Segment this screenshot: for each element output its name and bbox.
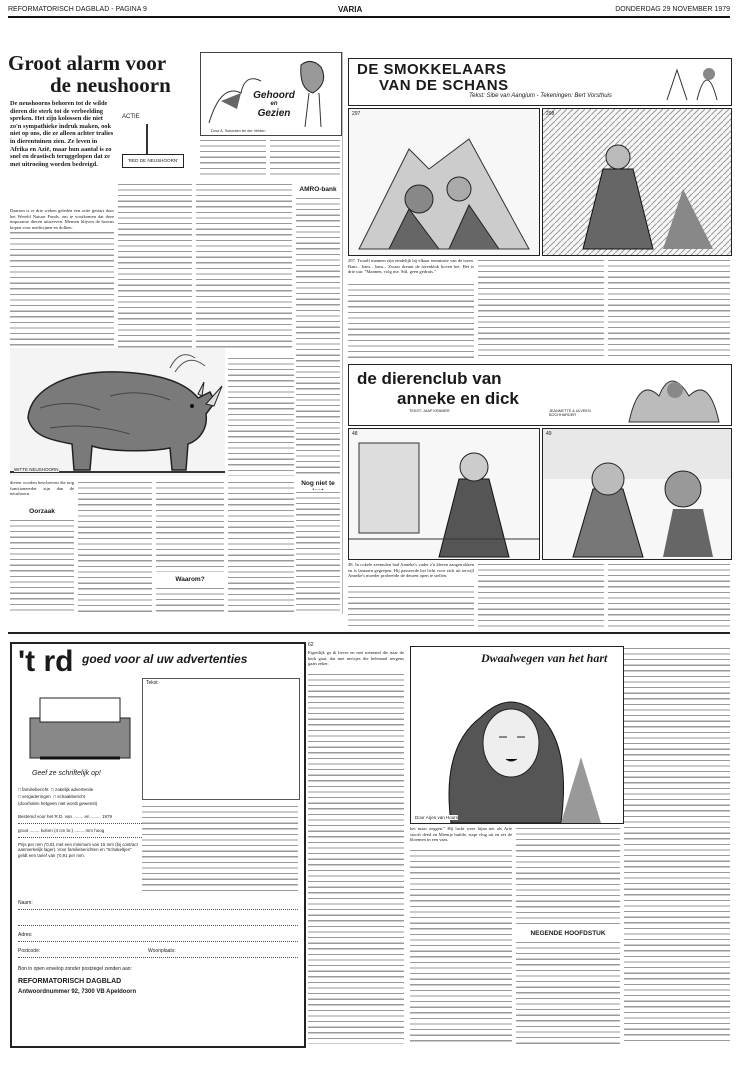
smokkelaars-credits: Tekst: Sibe van Aangium - Tekeningen: Bert Vorsthuis <box>469 93 612 99</box>
actie-sign: 'RED DE NEUSHOORN' <box>122 154 184 168</box>
smokkelaars-header <box>348 58 732 106</box>
panel-number-49: 49 <box>546 431 552 437</box>
dierenclub-column-3 <box>608 562 730 628</box>
neushoorn-column-9 <box>228 480 294 614</box>
dierenclub-title-2: anneke en dick <box>397 389 519 408</box>
check-schaakbericht[interactable]: □ schaakbericht <box>53 794 85 799</box>
naam-field[interactable]: Naam: <box>18 900 298 910</box>
serial-column-4 <box>624 646 730 1044</box>
gehoord-title-1: Gehoord <box>253 90 295 101</box>
dierenclub-column-1 <box>348 584 474 628</box>
smokkelaars-panel-297 <box>348 108 540 256</box>
page-header <box>8 4 730 18</box>
tekst-lines[interactable] <box>142 804 298 892</box>
smokkelaars-title-2: VAN DE SCHANS <box>379 77 509 94</box>
subhead-amro: AMRO-bank <box>299 186 337 193</box>
panel-number-48: 48 <box>352 431 358 437</box>
serial-column-3a <box>516 826 620 926</box>
neushoorn-lead: De neushoorns behoren tot de wilde dieren die sterk tot de verbeelding spreken. Het zijn kolossen die niet zo'n sympathieke indruk maken, ook niet op ons, die ze alleen achter tralies in dierentuinen zien. Ze leven in Afrika en Azië, maar hun aantal is zo snel en drastisch teruggelopen dat ze met uitroeiing worden bedreigd. <box>10 100 114 168</box>
dierenclub-byline-left: TEKST: JAAP KRAMER <box>409 409 450 413</box>
headline-line-2: de neushoorn <box>50 73 171 97</box>
headline-line-1: Groot alarm voor <box>8 51 167 75</box>
naam-field-2[interactable] <box>18 916 298 926</box>
neushoorn-column-7 <box>156 480 224 572</box>
checks-note: (doorhalen hetgeen niet wordt gewenst) <box>18 801 98 806</box>
check-familiebericht[interactable]: □ familiebericht <box>18 787 49 792</box>
gehoord-column-1 <box>200 138 266 178</box>
panel-number-298: 298 <box>546 111 555 117</box>
serial-column-2 <box>410 848 512 1044</box>
ad-checkboxes <box>18 786 138 807</box>
neushoorn-body-start: Daarom is er drie weken geleden een actie gestart door het Wereld Natuur Fonds, om te voorkomen dat deze imposante dieren uitsterven. Mensen blijven de hoorns kopen voor medicijnen en dolken. <box>10 208 114 230</box>
envelop-text: Bon in open envelop zonder postzegel zenden aan: <box>18 966 132 972</box>
actie-sign-illustration <box>120 110 182 180</box>
gehoord-column-3 <box>296 196 340 476</box>
subhead-oorzaak: Oorzaak <box>29 508 55 515</box>
neushoorn-headline <box>8 52 198 96</box>
dierenclub-panel-48 <box>348 428 540 560</box>
dwaalwegen-text-start: het maar zeggen." Hij lacht weer bijna net als Arie stoofs deed en Mientje huilde, stapt vlug uit en zet de bloemen in een vaas. <box>410 826 512 843</box>
serial-column-1 <box>308 672 404 1044</box>
tekst-label: Tekst <box>146 680 158 686</box>
header-date: DONDERDAG 29 NOVEMBER 1979 <box>615 6 730 13</box>
neushoorn-column-6 <box>78 480 152 614</box>
smokkelaars-column-2 <box>478 258 604 360</box>
check-zakelijk[interactable]: □ zakelijk advertentie <box>51 787 94 792</box>
negende-hoofdstuk: NEGENDE HOOFDSTUK <box>530 930 606 937</box>
dierenclub-text-48: 48. In cokele zeemulen had Anneke's vader z'n kleren aangetrokken en is lantaarn gegrepen. Hij passeerde het licht voor zich uit terwijl Anneke's moeder probeerde de deuren open te stellen. <box>348 562 474 579</box>
header-left: REFORMATORISCH DAGBLAD - PAGINA 9 <box>8 6 147 13</box>
serial-number: 62 <box>308 642 314 648</box>
neushoorn-column-2 <box>118 182 192 352</box>
neushoorn-column-8 <box>156 586 224 614</box>
typewriter-illustration <box>20 688 140 768</box>
smokkelaars-panel-298 <box>542 108 732 256</box>
tekst-box[interactable] <box>142 678 300 800</box>
actie-label: ACTIE <box>122 114 140 120</box>
section-rule <box>8 632 730 634</box>
panel-number-297: 297 <box>352 111 361 117</box>
groot-field[interactable]: groot ........ kolom (4 cm br.) ........ mm hoog <box>18 828 298 838</box>
serial-column-3b <box>516 940 620 1044</box>
serial-text-start: Eigenlijk ga ik liever en met niemand die naar de kerk gaat, dat met meisjes die helemaal nergens gaan zeker. <box>308 650 404 667</box>
rhino-caption: WITTE NEUSHOORN <box>14 467 59 472</box>
dwaalwegen-byline: Door Arjen van Hoorn <box>415 815 459 820</box>
gehoord-column-2 <box>270 138 340 178</box>
smokkelaars-title-1: DE SMOKKELAARS <box>357 61 507 78</box>
gehoord-column-4 <box>296 490 340 614</box>
ad-slogan: goed voor al uw advertenties <box>82 652 248 666</box>
bestemd-field[interactable]: Bestemd voor het R.D. van ........ en ........ 1979 <box>18 814 298 824</box>
postcode-field[interactable]: Postcode: Woonplaats: <box>18 948 298 958</box>
gehoord-header <box>200 52 342 136</box>
subhead-nog-niet-te-laat: Nog niet te <box>301 480 335 487</box>
tarief-text: Prijs per mm ƒ0,81 met een minimum van 15 mm (bij contract aanmerkelijk lager). Voor familieberichten en "Schakeltjes" geldt een tarief van ƒ0,91 per mm. <box>18 842 138 858</box>
gehoord-byline: Door A. Schouten ter der Velden <box>211 129 266 133</box>
dwaalwegen-title: Dwaalwegen van het hart <box>481 651 608 665</box>
dierenclub-header <box>348 364 732 426</box>
dierenclub-byline-right: JEANNETTE & ULVEEN BOCHHARDER <box>549 409 591 417</box>
smokkelaars-column-1 <box>348 282 474 360</box>
rd-org-name: REFORMATORISCH DAGBLAD <box>18 978 122 985</box>
dierenclub-panel-49 <box>542 428 732 560</box>
header-section: VARIA <box>338 5 363 14</box>
check-vergaderingen[interactable]: □ vergaderingen <box>18 794 51 799</box>
rd-logo: 't rd <box>18 645 74 678</box>
adres-field[interactable]: Adres: <box>18 932 298 942</box>
rhino-illustration <box>10 348 225 476</box>
neushoorn-caption-text: dieren worden beschreven die nog functioneerder zijn dan de neushoorn. <box>10 480 74 497</box>
gehoord-title-3: Gezien <box>257 108 291 119</box>
neushoorn-column-5 <box>10 518 74 614</box>
rd-advertentie-bon <box>10 642 306 1048</box>
neushoorn-column-3 <box>196 182 292 352</box>
neushoorn-column-4 <box>228 356 294 476</box>
rd-org-address: Antwoordnummer 92, 7300 VB Apeldoorn <box>18 989 137 995</box>
dierenclub-column-2 <box>478 562 604 628</box>
dwaalwegen-illustration <box>410 646 624 824</box>
dierenclub-title-1: de dierenclub van <box>357 369 502 388</box>
gehoord-title-2: en <box>270 101 278 107</box>
smokkelaars-text-297: 297. Twaalf mannen zijn eindelijk bij elkaar tenminste van de toren. Bam... bam... bam... Zwaar dreunt de torenklok boven het. Het is drie uur. "Mannen, volg me. Stil, geen gedruis." <box>348 258 474 275</box>
schriftelijk-heading: Geef ze schriftelijk op! <box>32 770 101 777</box>
smokkelaars-column-3 <box>608 258 730 360</box>
column-divider <box>342 52 343 614</box>
subhead-waarom: Waarom? <box>175 576 205 583</box>
